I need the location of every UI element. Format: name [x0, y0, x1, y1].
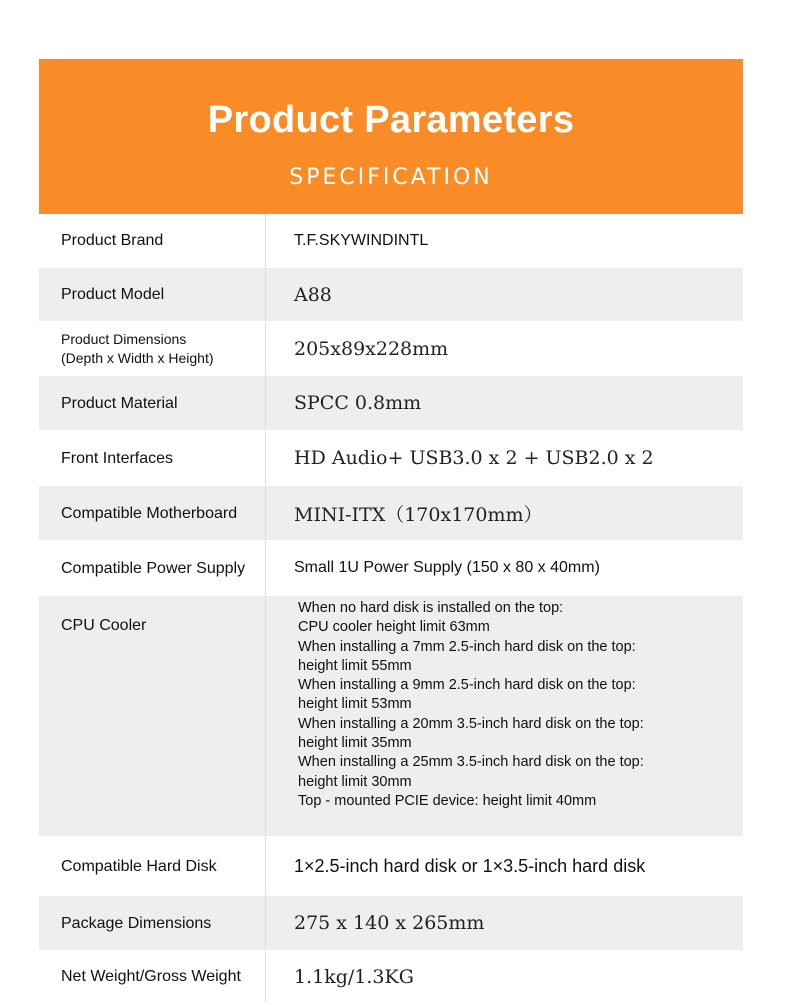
spec-value-line: height limit 53mm [298, 696, 412, 713]
spec-row-cpu-cooler [39, 596, 743, 837]
spec-row-model [39, 268, 743, 322]
spec-table [39, 214, 743, 1003]
page-subtitle: SPECIFICATION [289, 165, 493, 190]
spec-label: Package Dimensions [61, 914, 212, 932]
spec-row-power-supply [39, 541, 743, 596]
spec-label: Product Model [61, 286, 165, 303]
spec-label: Product Material [61, 394, 178, 412]
spec-value: 275 x 140 x 265mm [294, 912, 485, 934]
spec-label: Product Brand [61, 232, 164, 249]
spec-label: Compatible Power Supply [61, 559, 246, 577]
spec-value-line: height limit 35mm [298, 735, 412, 752]
spec-value-line: CPU cooler height limit 63mm [298, 619, 490, 636]
spec-label [39, 322, 265, 375]
spec-row-material [39, 376, 743, 431]
spec-value: Small 1U Power Supply (150 x 80 x 40mm) [294, 559, 600, 576]
spec-value: 1×2.5-inch hard disk or 1×3.5-inch hard disk [294, 855, 646, 876]
spec-row-brand [39, 214, 743, 268]
spec-label: CPU Cooler [61, 617, 147, 634]
spec-row-hard-disk [39, 837, 743, 896]
spec-label: Net Weight/Gross Weight [61, 968, 241, 985]
spec-value: T.F.SKYWINDINTL [294, 231, 429, 249]
spec-value-line: When installing a 7mm 2.5-inch hard disk on the top: [298, 638, 636, 655]
spec-label-line: Product Dimensions [61, 330, 187, 347]
spec-value-line: height limit 55mm [298, 657, 412, 674]
spec-value-line: When installing a 25mm 3.5-inch hard disk on the top: [298, 754, 644, 771]
spec-row-motherboard [39, 486, 743, 541]
spec-row-dimensions [39, 322, 743, 376]
header-banner [39, 59, 743, 214]
spec-value-line: When installing a 9mm 2.5-inch hard disk on the top: [298, 677, 636, 694]
spec-value: 1.1kg/1.3KG [294, 965, 414, 988]
spec-row-weight [39, 951, 743, 1003]
spec-value: SPCC 0.8mm [294, 392, 422, 414]
spec-value-line: Top - mounted PCIE device: height limit 40mm [298, 792, 597, 809]
spec-label: Compatible Motherboard [61, 504, 238, 522]
spec-sheet [39, 59, 743, 1003]
spec-value-line: When installing a 20mm 3.5-inch hard disk on the top: [298, 715, 644, 732]
spec-value: HD Audio+ USB3.0 x 2 + USB2.0 x 2 [294, 447, 654, 469]
spec-value-line: When no hard disk is installed on the top: [298, 600, 564, 616]
spec-value: A88 [294, 283, 332, 306]
spec-value-line: height limit 30mm [298, 773, 412, 790]
spec-value [266, 596, 743, 811]
spec-row-front-interfaces [39, 431, 743, 486]
spec-value: 205x89x228mm [294, 337, 449, 360]
page-title: Product Parameters [207, 99, 575, 141]
spec-label: Compatible Hard Disk [61, 857, 217, 875]
spec-value: MINI-ITX（170x170mm） [294, 503, 543, 526]
spec-label-line: (Depth x Width x Height) [61, 349, 214, 366]
spec-row-package [39, 896, 743, 951]
spec-label: Front Interfaces [61, 449, 174, 467]
